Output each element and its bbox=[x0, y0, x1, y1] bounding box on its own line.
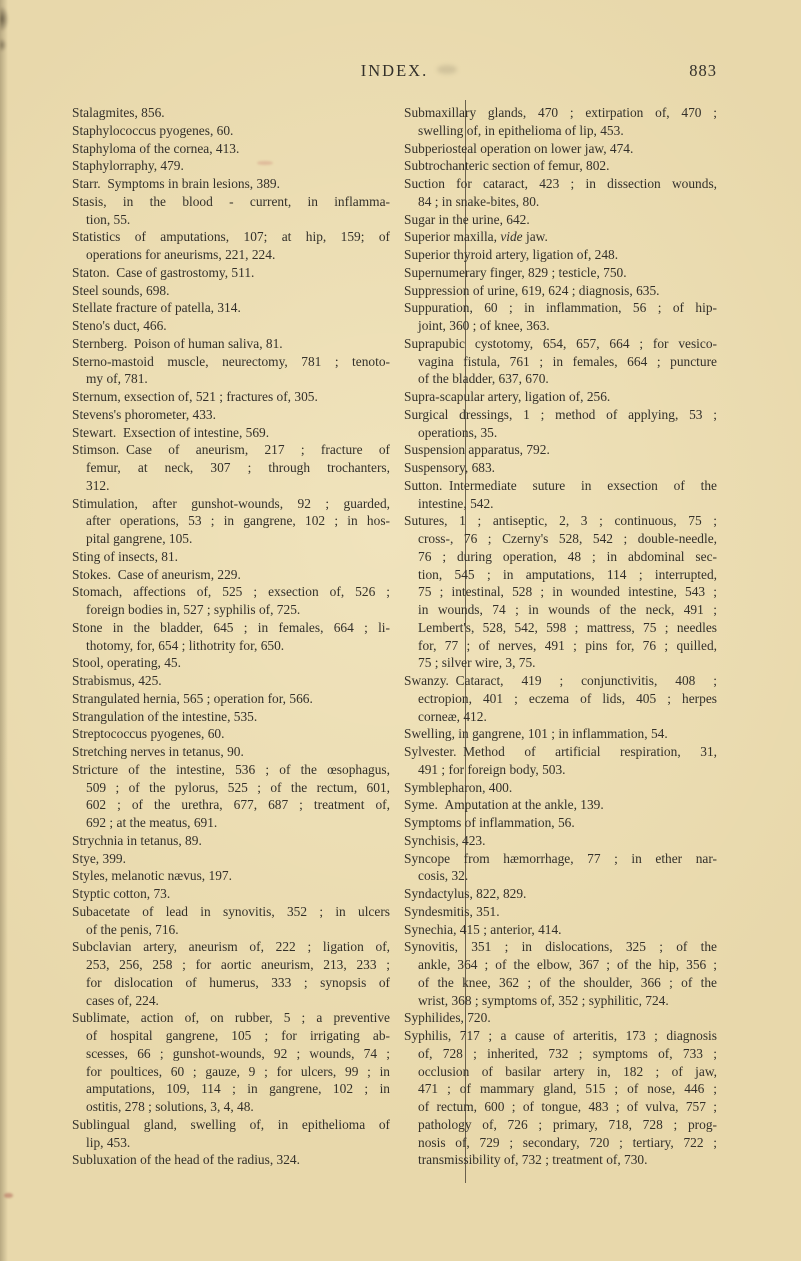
index-entry-line: transmissibility of, 732 ; treatment of, 730. bbox=[418, 1152, 648, 1168]
index-entry-line: Superior maxilla, vide jaw. bbox=[404, 229, 548, 245]
index-entry-line: Stokes. Case of aneurism, 229. bbox=[72, 566, 241, 582]
index-entry-line: Suppuration, 60 ; in inflammation, 56 ; of hip- bbox=[404, 300, 717, 316]
index-entry-line: Stimson. Case of aneurism, 217 ; fracture of bbox=[72, 442, 390, 458]
page-header bbox=[72, 61, 717, 83]
index-entry-line: thotomy, for, 654 ; lithotrity for, 650. bbox=[86, 637, 285, 653]
index-entry-line: joint, 360 ; of knee, 363. bbox=[418, 318, 550, 333]
index-entry-line: Stomach, affections of, 525 ; exsection of, 526 ; bbox=[72, 584, 390, 600]
index-entry-line: Syphilis, 717 ; a cause of arteritis, 173 ; diagnosis bbox=[404, 1028, 717, 1043]
index-entry-line: cases of, 224. bbox=[86, 992, 159, 1008]
index-entry-line: Supra-scapular artery, ligation of, 256. bbox=[404, 389, 611, 404]
index-entry-line: 253, 256, 258 ; for aortic aneurism, 213, 233 ; bbox=[86, 957, 390, 972]
index-entry-line: Sting of insects, 81. bbox=[72, 548, 179, 564]
index-column-left bbox=[72, 104, 390, 1169]
index-entry-line: for, 77 ; of nerves, 491 ; pins for, 76 ; quilled, bbox=[418, 637, 717, 653]
index-entry-line: Stasis, in the blood - current, in inflamma- bbox=[72, 193, 390, 209]
index-entry-line: Synchisis, 423. bbox=[404, 832, 486, 848]
index-entry-line: Subperiosteal operation on lower jaw, 474. bbox=[404, 140, 634, 156]
index-entry-line: Symblepharon, 400. bbox=[404, 779, 513, 795]
index-entry-line: Sugar in the urine, 642. bbox=[404, 211, 530, 227]
index-entry-line: Suspension apparatus, 792. bbox=[404, 442, 550, 458]
index-entry-line: cosis, 32. bbox=[418, 868, 469, 884]
index-entry-line: cross-, 76 ; Czerny's 528, 542 ; double-needle, bbox=[418, 531, 717, 546]
index-entry-line: Stellate fracture of patella, 314. bbox=[72, 300, 241, 316]
index-entry-line: for poultices, 60 ; gauze, 9 ; for ulcers, 99 ; in bbox=[86, 1063, 390, 1079]
index-entry-line: Subtrochanteric section of femur, 802. bbox=[404, 158, 610, 174]
index-entry-line: of the bladder, 637, 670. bbox=[418, 371, 549, 387]
index-entry-line: of hospital gangrene, 105 ; for irrigating ab- bbox=[86, 1028, 390, 1043]
index-entry-line: 602 ; of the urethra, 677, 687 ; treatment of, bbox=[86, 797, 390, 813]
index-entry-line: foreign bodies in, 527 ; syphilis of, 725. bbox=[86, 602, 301, 617]
index-entry-line: Steno's duct, 466. bbox=[72, 318, 167, 333]
index-entry-line: Subacetate of lead in synovitis, 352 ; in ulcers bbox=[72, 903, 390, 919]
index-entry-line: Sternum, exsection of, 521 ; fractures of, 305. bbox=[72, 389, 318, 404]
page-content bbox=[72, 0, 717, 1261]
index-entry-line: Submaxillary glands, 470 ; extirpation of, 470 ; bbox=[404, 105, 717, 120]
index-entry-line: Sterno-mastoid muscle, neurectomy, 781 ; tenoto- bbox=[72, 353, 390, 369]
index-entry-line: Sutures, 1 ; antiseptic, 2, 3 ; continuous, 75 ; bbox=[404, 513, 717, 529]
index-entry-line: Stretching nerves in tetanus, 90. bbox=[72, 744, 244, 759]
index-entry-line: ostitis, 278 ; solutions, 3, 4, 48. bbox=[86, 1099, 254, 1114]
index-entry-line: Starr. Symptoms in brain lesions, 389. bbox=[72, 176, 280, 191]
index-entry-line: Sternberg. Poison of human saliva, 81. bbox=[72, 335, 283, 351]
index-entry-line: Syndactylus, 822, 829. bbox=[404, 886, 527, 901]
index-entry-line: Strangulated hernia, 565 ; operation for, 566. bbox=[72, 690, 313, 706]
index-entry-line: Suprapubic cystotomy, 654, 657, 664 ; for vesico- bbox=[404, 335, 717, 351]
index-entry-line: Staphylorraphy, 479. bbox=[72, 158, 184, 174]
index-entry-line: Statistics of amputations, 107; at hip, 159; of bbox=[72, 229, 390, 245]
index-entry-line: Stricture of the intestine, 536 ; of the œsophagus, bbox=[72, 761, 390, 777]
index-entry-line: Styles, melanotic nævus, 197. bbox=[72, 868, 232, 884]
index-entry-line: 312. bbox=[86, 477, 110, 493]
page-title: INDEX. bbox=[360, 61, 429, 80]
index-entry-line: occlusion of basilar artery in, 182 ; of jaw, bbox=[418, 1063, 717, 1079]
index-entry-line: Swanzy. Cataract, 419 ; conjunctivitis, 408 ; bbox=[404, 673, 717, 688]
index-entry-line: after operations, 53 ; in gangrene, 102 ; in hos- bbox=[86, 513, 390, 529]
index-entry-line: Strychnia in tetanus, 89. bbox=[72, 832, 202, 848]
index-entry-line: tion, 545 ; in amputations, 114 ; interrupted, bbox=[418, 566, 717, 582]
index-column-right bbox=[404, 104, 717, 1169]
index-entry-line: operations, 35. bbox=[418, 424, 498, 440]
index-entry-line: Synovitis, 351 ; in dislocations, 325 ; of the bbox=[404, 939, 717, 955]
index-entry-line: Syncope from hæmorrhage, 77 ; in ether nar- bbox=[404, 850, 717, 866]
index-entry-line: Stalagmites, 856. bbox=[72, 105, 165, 120]
index-entry-line: Sublingual gland, swelling of, in epithelioma of bbox=[72, 1116, 390, 1132]
scan-artifact-dark-speck bbox=[0, 38, 7, 52]
index-entry-line: Styptic cotton, 73. bbox=[72, 886, 171, 901]
index-entry-line: 509 ; of the pylorus, 525 ; of the rectum, 601, bbox=[86, 779, 390, 795]
index-entry-line: Syndesmitis, 351. bbox=[404, 903, 500, 919]
index-entry-line: 75 ; intestinal, 528 ; in wounded intestine, 543 ; bbox=[418, 584, 717, 600]
index-entry-line: Sublimate, action of, on rubber, 5 ; a preventive bbox=[72, 1010, 390, 1026]
index-entry-line: pathology of, 726 ; primary, 718, 728 ; prog- bbox=[418, 1116, 717, 1132]
index-entry-line: 76 ; during operation, 48 ; in abdominal sec- bbox=[418, 548, 717, 564]
index-entry-line: Surgical dressings, 1 ; method of applying, 53 ; bbox=[404, 406, 717, 422]
index-entry-line: of the knee, 362 ; of the shoulder, 366 ; of the bbox=[418, 974, 717, 990]
index-entry-line: Staphyloma of the cornea, 413. bbox=[72, 140, 240, 156]
index-entry-line: pital gangrene, 105. bbox=[86, 531, 193, 546]
index-entry-line: corneæ, 412. bbox=[418, 708, 487, 724]
index-entry-line: for dislocation of humerus, 333 ; synopsis of bbox=[86, 974, 390, 990]
index-entry-line: Staphylococcus pyogenes, 60. bbox=[72, 122, 234, 138]
index-entry-line: of the penis, 716. bbox=[86, 921, 179, 937]
index-entry-line: Streptococcus pyogenes, 60. bbox=[72, 726, 225, 742]
index-entry-line: tion, 55. bbox=[86, 211, 131, 227]
index-entry-line: Lembert's, 528, 542, 598 ; mattress, 75 ; needles bbox=[418, 619, 717, 635]
index-entry-line: lip, 453. bbox=[86, 1134, 131, 1150]
index-entry-line: Symptoms of inflammation, 56. bbox=[404, 815, 575, 830]
index-entry-line: 75 ; silver wire, 3, 75. bbox=[418, 655, 536, 671]
index-entry-line: wrist, 368 ; symptoms of, 352 ; syphilitic, 724. bbox=[418, 992, 669, 1008]
index-entry-line: Superior thyroid artery, ligation of, 248. bbox=[404, 247, 619, 262]
index-entry-line: of, 728 ; inherited, 732 ; symptoms of, 733 ; bbox=[418, 1045, 717, 1061]
index-entry-line: of rectum, 600 ; of tongue, 483 ; of vulva, 757 ; bbox=[418, 1099, 717, 1114]
index-entry-line: 692 ; at the meatus, 691. bbox=[86, 815, 218, 830]
index-entry-line: ankle, 364 ; of the elbow, 367 ; of the hip, 356 ; bbox=[418, 957, 717, 972]
index-entry-line: Stimulation, after gunshot-wounds, 92 ; guarded, bbox=[72, 495, 390, 511]
index-entry-line: Suction for cataract, 423 ; in dissection wounds, bbox=[404, 176, 717, 191]
index-entry-line: swelling of, in epithelioma of lip, 453. bbox=[418, 122, 624, 138]
index-entry-line: Supernumerary finger, 829 ; testicle, 750. bbox=[404, 264, 627, 280]
index-entry-line: Staton. Case of gastrostomy, 511. bbox=[72, 264, 255, 280]
index-entry-line: vagina fistula, 761 ; in females, 664 ; puncture bbox=[418, 353, 717, 369]
index-entry-line: Suppression of urine, 619, 624 ; diagnosis, 635. bbox=[404, 282, 660, 298]
index-entry-line: Subluxation of the head of the radius, 324. bbox=[72, 1152, 300, 1168]
index-entry-line: nosis of, 729 ; secondary, 720 ; tertiary, 722 ; bbox=[418, 1134, 717, 1150]
index-entry-line: intestine, 542. bbox=[418, 495, 494, 511]
index-entry-line: Stone in the bladder, 645 ; in females, 664 ; li- bbox=[72, 619, 390, 635]
index-entry-line: Sutton. Intermediate suture in exsection of the bbox=[404, 477, 717, 493]
index-entry-line: Syme. Amputation at the ankle, 139. bbox=[404, 797, 604, 813]
index-entry-line: Strangulation of the intestine, 535. bbox=[72, 708, 258, 724]
index-entry-line: scesses, 66 ; gunshot-wounds, 92 ; wounds, 74 ; bbox=[86, 1045, 390, 1061]
index-entry-line: operations for aneurisms, 221, 224. bbox=[86, 247, 276, 262]
index-entry-line: Strabismus, 425. bbox=[72, 673, 162, 688]
index-entry-line: my of, 781. bbox=[86, 371, 148, 387]
index-entry-line: Swelling, in gangrene, 101 ; in inflammation, 54. bbox=[404, 726, 668, 742]
index-entry-line: Sylvester. Method of artificial respiration, 31, bbox=[404, 744, 717, 759]
index-entry-line: in wounds, 74 ; in wounds of the neck, 491 ; bbox=[418, 602, 717, 617]
index-entry-line: Suspensory, 683. bbox=[404, 460, 496, 475]
index-entry-line: Stool, operating, 45. bbox=[72, 655, 181, 671]
index-entry-line: Stevens's phorometer, 433. bbox=[72, 406, 216, 422]
index-entry-line: 491 ; for foreign body, 503. bbox=[418, 761, 566, 777]
index-entry-line: Syphilides, 720. bbox=[404, 1010, 491, 1026]
scan-artifact-red-speck bbox=[4, 1193, 13, 1198]
index-entry-line: amputations, 109, 114 ; in gangrene, 102 ; in bbox=[86, 1081, 390, 1097]
scan-artifact-dark-speck bbox=[0, 6, 9, 32]
index-entry-line: 471 ; of mammary gland, 515 ; of nose, 446 ; bbox=[418, 1081, 717, 1097]
index-entry-line: ectropion, 401 ; eczema of lids, 405 ; herpes bbox=[418, 690, 717, 706]
index-entry-line: Synechia, 415 ; anterior, 414. bbox=[404, 921, 562, 937]
index-entry-line: Subclavian artery, aneurism of, 222 ; ligation of, bbox=[72, 939, 390, 955]
index-entry-line: femur, at neck, 307 ; through trochanters, bbox=[86, 460, 390, 475]
page-number: 883 bbox=[689, 61, 717, 80]
index-entry-line: Stye, 399. bbox=[72, 850, 126, 866]
index-entry-line: Stewart. Exsection of intestine, 569. bbox=[72, 424, 270, 440]
index-entry-line: Steel sounds, 698. bbox=[72, 282, 170, 298]
index-entry-line: 84 ; in snake-bites, 80. bbox=[418, 193, 540, 209]
